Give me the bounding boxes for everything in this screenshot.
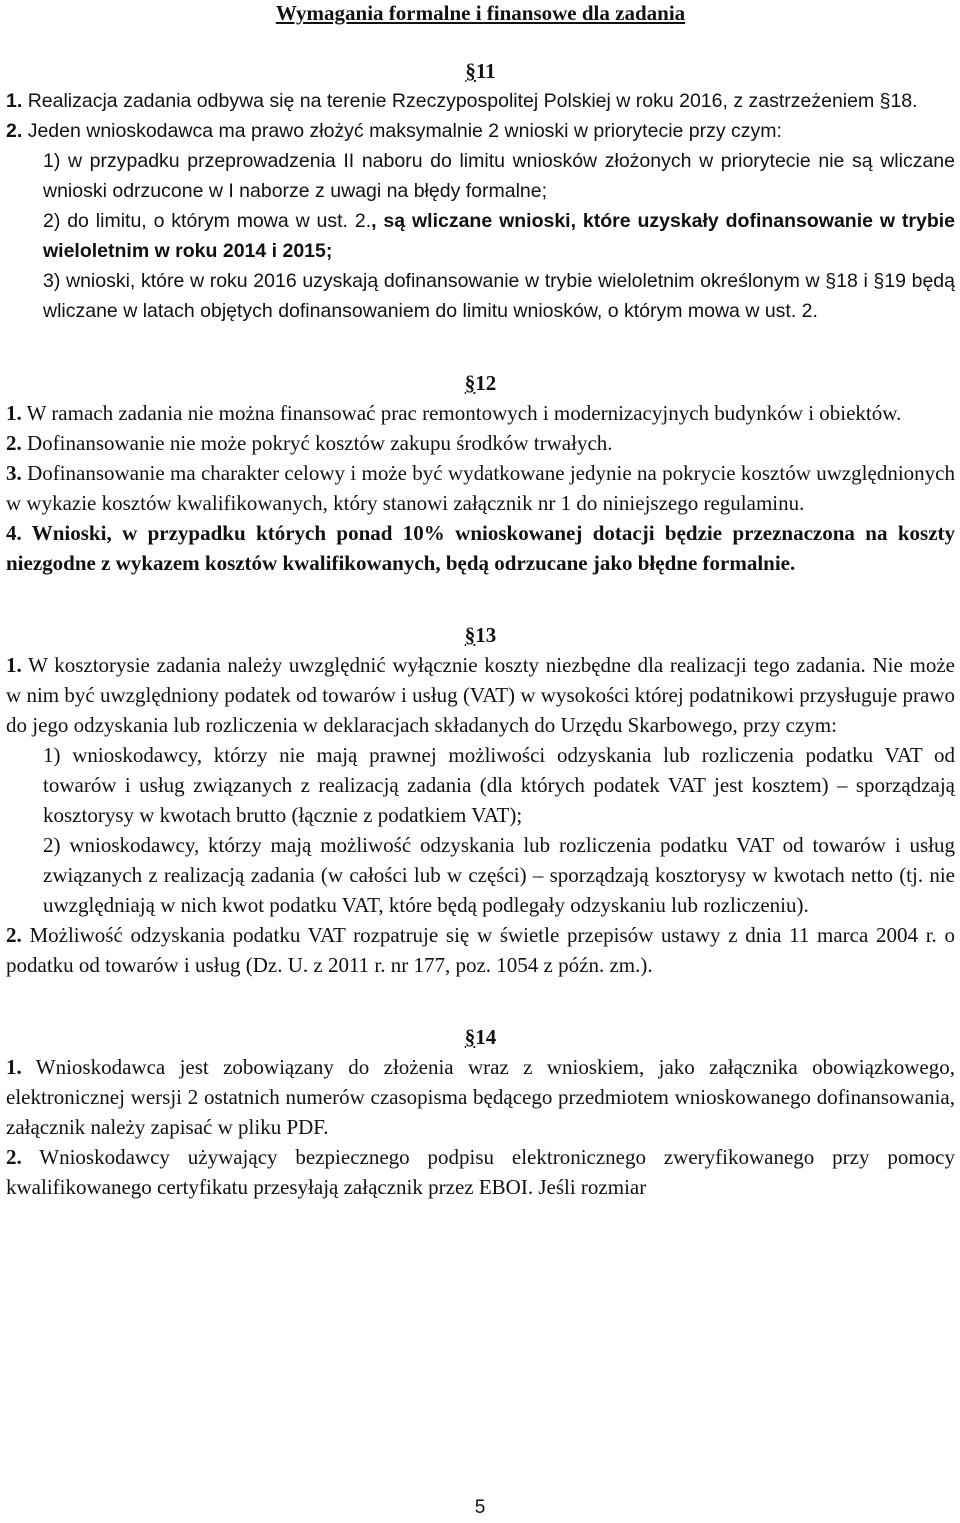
- s11-paragraph-1: 1. Realizacja zadania odbywa się na terenie Rzeczypospolitej Polskiej w roku 2016, z zastrzeżeniem §18.: [6, 90, 918, 112]
- document-page: [6, 0, 955, 1202]
- page-number: 5: [474, 1497, 486, 1518]
- section-11-heading: [6, 56, 955, 86]
- s11-paragraph-2: 2. Jeden wnioskodawca ma prawo złożyć maksymalnie 2 wnioski w priorytecie przy czym:: [6, 120, 782, 142]
- s12-paragraph-1: 1. W ramach zadania nie można finansować prac remontowych i modernizacyjnych budynków i obiektów.: [6, 401, 902, 425]
- page-title: Wymagania formalne i finansowe dla zadania: [275, 1, 686, 25]
- s13-paragraph-1: 1. W kosztorysie zadania należy uwzględnić wyłącznie koszty niezbędne dla realizacji tego zadania. Nie może w nim być uwzględniony podatek od towarów i usług (VAT) w wysokości której podatnikowi przysługuje prawo do jego odzyskania lub rozliczenia w deklaracjach składanych do Urzędu Skarbowego, przy czym:: [6, 653, 955, 737]
- section-14-number: 14: [475, 1025, 497, 1049]
- section-13-number: 13: [475, 623, 497, 647]
- s13-paragraph-2: 2. Możliwość odzyskania podatku VAT rozpatruje się w świetle przepisów ustawy z dnia 11 marca 2004 r. o podatku od towarów i usług (Dz. U. z 2011 r. nr 177, poz. 1054 z późn. zm.).: [6, 923, 956, 977]
- section-12-symbol: §: [464, 371, 476, 395]
- s11-item-1: 1) w przypadku przeprowadzenia II naboru do limitu wniosków złożonych w priorytecie nie są wliczane wnioski odrzucone w I naborze z uwagi na błędy formalne;: [43, 150, 955, 202]
- section-11-number: 11: [475, 59, 496, 83]
- s14-paragraph-1: 1. Wnioskodawca jest zobowiązany do złożenia wraz z wnioskiem, jako załącznika obowiązkowego, elektronicznej wersji 2 ostatnich numerów czasopisma będącego przedmiotem wnioskowanego dofinansowania, załącznik należy zapisać w pliku PDF.: [6, 1055, 955, 1139]
- section-11-symbol: §: [465, 59, 476, 83]
- section-14-heading: [6, 1022, 955, 1052]
- s12-paragraph-2: 2. Dofinansowanie nie może pokryć kosztów zakupu środków trwałych.: [6, 431, 613, 455]
- s13-item-1: 1) wnioskodawcy, którzy nie mają prawnej możliwości odzyskania lub rozliczenia podatku VAT od towarów i usług związanych z realizacją zadania (dla których podatek VAT jest kosztem) – sporządzają kosztorysy w kwotach brutto (łącznie z podatkiem VAT);: [43, 743, 955, 827]
- section-12-number: 12: [475, 371, 497, 395]
- s12-paragraph-3: 3. Dofinansowanie ma charakter celowy i może być wydatkowane jedynie na pokrycie kosztów uwzględnionych w wykazie kosztów kwalifikowanych, który stanowi załącznik nr 1 do niniejszego regulaminu.: [6, 461, 955, 515]
- s11-item-3: 3) wnioski, które w roku 2016 uzyskają dofinansowanie w trybie wieloletnim określonym w §18 i §19 będą wliczane w latach objętych dofinansowaniem do limitu wniosków, o którym mowa w ust. 2.: [43, 270, 955, 322]
- s12-paragraph-4: 4. Wnioski, w przypadku których ponad 10% wnioskowanej dotacji będzie przeznaczona na koszty niezgodne z wykazem kosztów kwalifikowanych, będą odrzucane jako błędne formalnie.: [6, 521, 956, 575]
- section-14-symbol: §: [464, 1025, 476, 1049]
- s13-item-2: 2) wnioskodawcy, którzy mają możliwość odzyskania lub rozliczenia podatku VAT od towarów i usług związanych z realizacją zadania (w całości lub w części) – sporządzają kosztorysy w kwotach netto (tj. nie uwzględniają w nich kwot podatku VAT, które będą podlegały odzyskaniu lub rozliczeniu).: [43, 833, 955, 917]
- s14-paragraph-2: 2. Wnioskodawcy używający bezpiecznego podpisu elektronicznego zweryfikowanego przy pomocy kwalifikowanego certyfikatu przesyłają załącznik przez EBOI. Jeśli rozmiar: [6, 1145, 955, 1199]
- section-13-heading: [6, 620, 955, 650]
- section-13-symbol: §: [464, 623, 476, 647]
- s11-item-2: 2) do limitu, o którym mowa w ust. 2., są wliczane wnioski, które uzyskały dofinansowanie w trybie wieloletnim w roku 2014 i 2015;: [43, 210, 955, 262]
- section-12-heading: [6, 368, 955, 398]
